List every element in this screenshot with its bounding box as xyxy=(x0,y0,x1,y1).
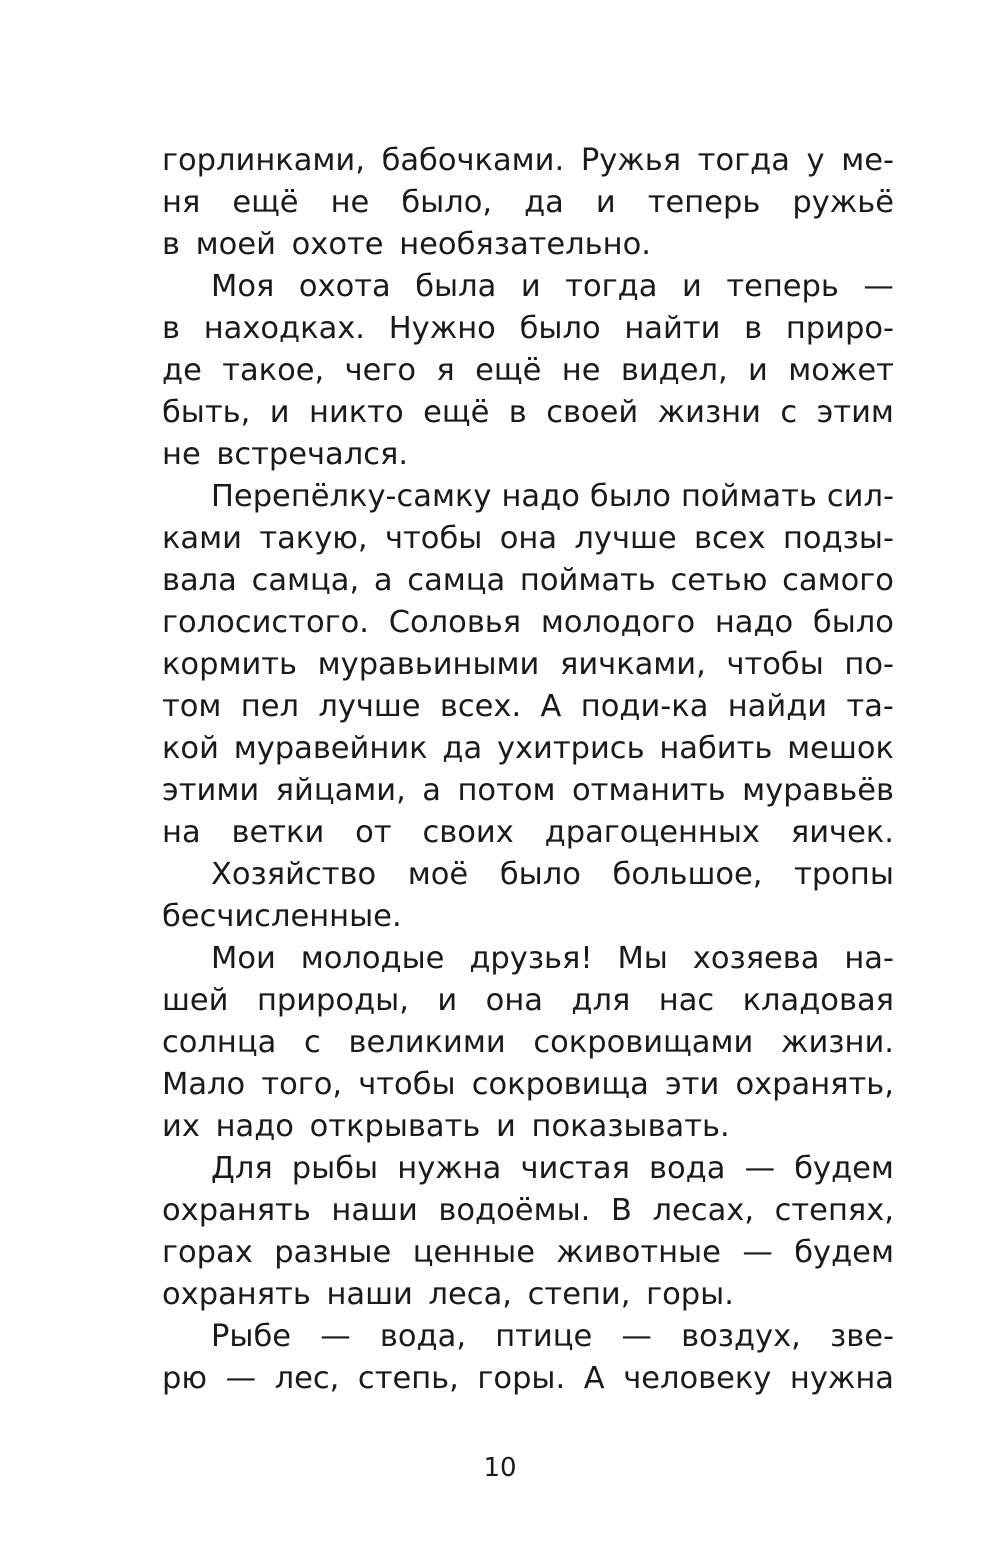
text-line: их надо открывать и показывать. xyxy=(162,1109,730,1144)
text-line: Хозяйство моё было большое, тропы xyxy=(211,857,894,892)
text-line: голосистого. Соловья молодого надо было xyxy=(162,605,894,640)
text-line: кой муравейник да ухитрись набить мешок xyxy=(162,731,894,766)
text-line: шей природы, и она для нас кладовая xyxy=(162,983,894,1018)
text-line: горах разные ценные животные — будем xyxy=(162,1235,894,1270)
text-line: Мало того, чтобы сокровища эти охранять, xyxy=(162,1067,894,1102)
text-line: кормить муравьиными яичками, чтобы по- xyxy=(162,647,894,682)
text-line: горлинками, бабочками. Ружья тогда у ме- xyxy=(162,143,894,178)
text-line: Рыбе — вода, птице — воздух, зве- xyxy=(211,1319,894,1354)
page-number: 10 xyxy=(483,1453,517,1483)
text-line: не встречался. xyxy=(162,437,409,472)
text-line: Для рыбы нужна чистая вода — будем xyxy=(211,1151,894,1186)
text-line: охранять наши леса, степи, горы. xyxy=(162,1277,734,1312)
text-line: солнца с великими сокровищами жизни. xyxy=(162,1025,894,1060)
text-line: рю — лес, степь, горы. А человеку нужна xyxy=(162,1361,894,1396)
text-line: де такое, чего я ещё не видел, и может xyxy=(162,353,894,388)
text-line: ня ещё не было, да и теперь ружьё xyxy=(162,185,894,220)
text-line: Мои молодые друзья! Мы хозяева на- xyxy=(211,941,894,976)
text-line: быть, и никто ещё в своей жизни с этим xyxy=(162,395,894,430)
text-line: в моей охоте необязательно. xyxy=(162,227,651,262)
text-line: в находках. Нужно было найти в приро- xyxy=(162,311,894,346)
text-line: Моя охота была и тогда и теперь — xyxy=(211,269,894,304)
text-line: на ветки от своих драгоценных яичек. xyxy=(162,815,894,850)
text-line: Перепёлку-самку надо было поймать сил- xyxy=(211,479,894,514)
text-line: бесчисленные. xyxy=(162,899,402,934)
text-line: этими яйцами, а потом отманить муравьёв xyxy=(162,773,894,808)
text-line: вала самца, а самца поймать сетью самого xyxy=(162,563,894,598)
text-line: ками такую, чтобы она лучше всех подзы- xyxy=(162,521,894,556)
text-line: охранять наши водоёмы. В лесах, степях, xyxy=(162,1193,894,1228)
text-line: том пел лучше всех. А поди-ка найди та- xyxy=(162,689,894,724)
